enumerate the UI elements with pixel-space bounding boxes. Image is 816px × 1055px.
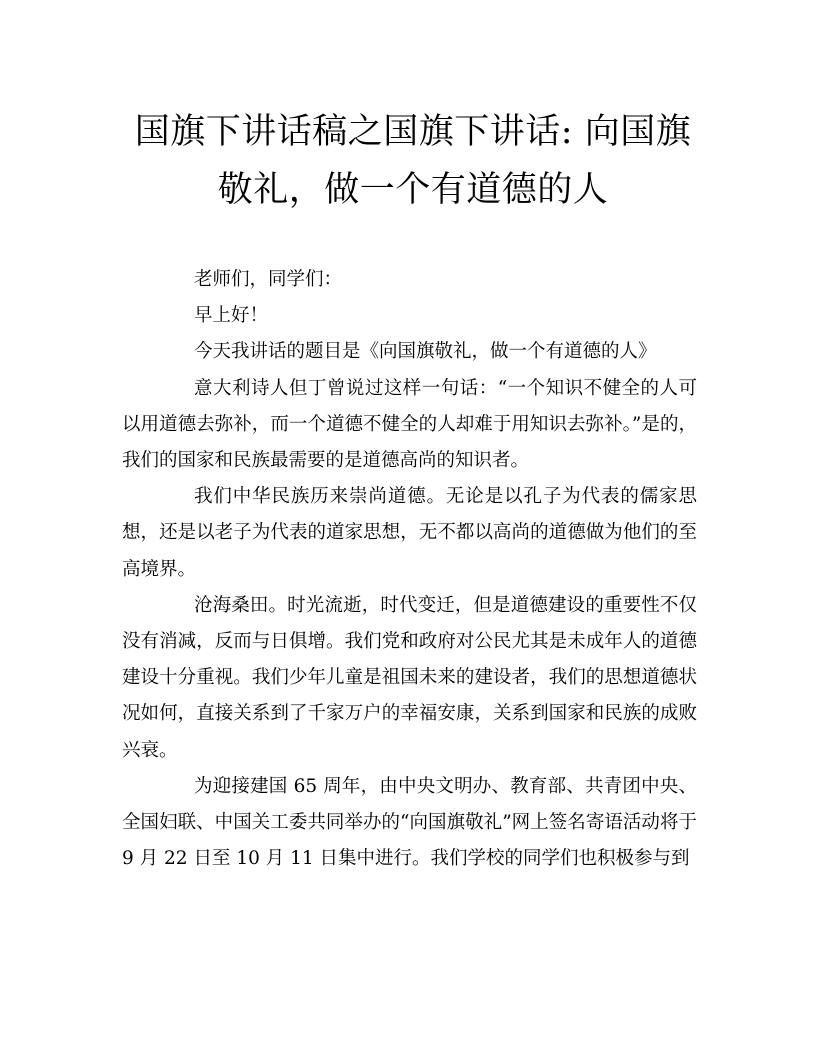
paragraph-good-morning: 早上好！ xyxy=(194,305,269,327)
paragraph-moral-construction: 沧海桑田。时光流逝，时代变迁，但是道德建设的重要性不仅没有消减，反而与日俱增。我们党和政府对公民尤其是未成年人的道德建设十分重视。我们少年儿童是祖国未来的建设者，我们的思想道德状况如何，直接关系到了千家万户的幸福安康，关系到国家和民族的成败兴衰。 xyxy=(122,594,697,761)
paragraph-greeting: 老师们，同学们： xyxy=(194,269,343,290)
paragraph-tradition: 我们中华民族历来崇尚道德。无论是以孔子为代表的儒家思想，还是以老子为代表的道家思想，无不都以高尚的道德做为他们的至高境界。 xyxy=(122,486,697,580)
paragraph-dante-quote: 意大利诗人但丁曾说过这样一句话：“一个知识不健全的人可以用道德去弥补，而一个道德不健全的人却难于用知识去弥补。”是的，我们的国家和民族最需要的是道德高尚的知识者。 xyxy=(122,377,697,472)
paragraph-flag-activity: 为迎接建国 65 周年，由中央文明办、教育部、共青团中央、全国妇联、中国关工委共同举办的“向国旗敬礼”网上签名寄语活动将于 9 月 22 日至 10 月 11 日集中进行。我们学校的同学们也积极参与到 xyxy=(122,775,697,870)
paragraph-topic: 今天我讲话的题目是《向国旗敬礼，做一个有道德的人》 xyxy=(194,341,657,363)
document-body xyxy=(122,262,697,877)
document-title: 国旗下讲话稿之国旗下讲话: 向国旗敬礼，做一个有道德的人 xyxy=(134,112,692,210)
